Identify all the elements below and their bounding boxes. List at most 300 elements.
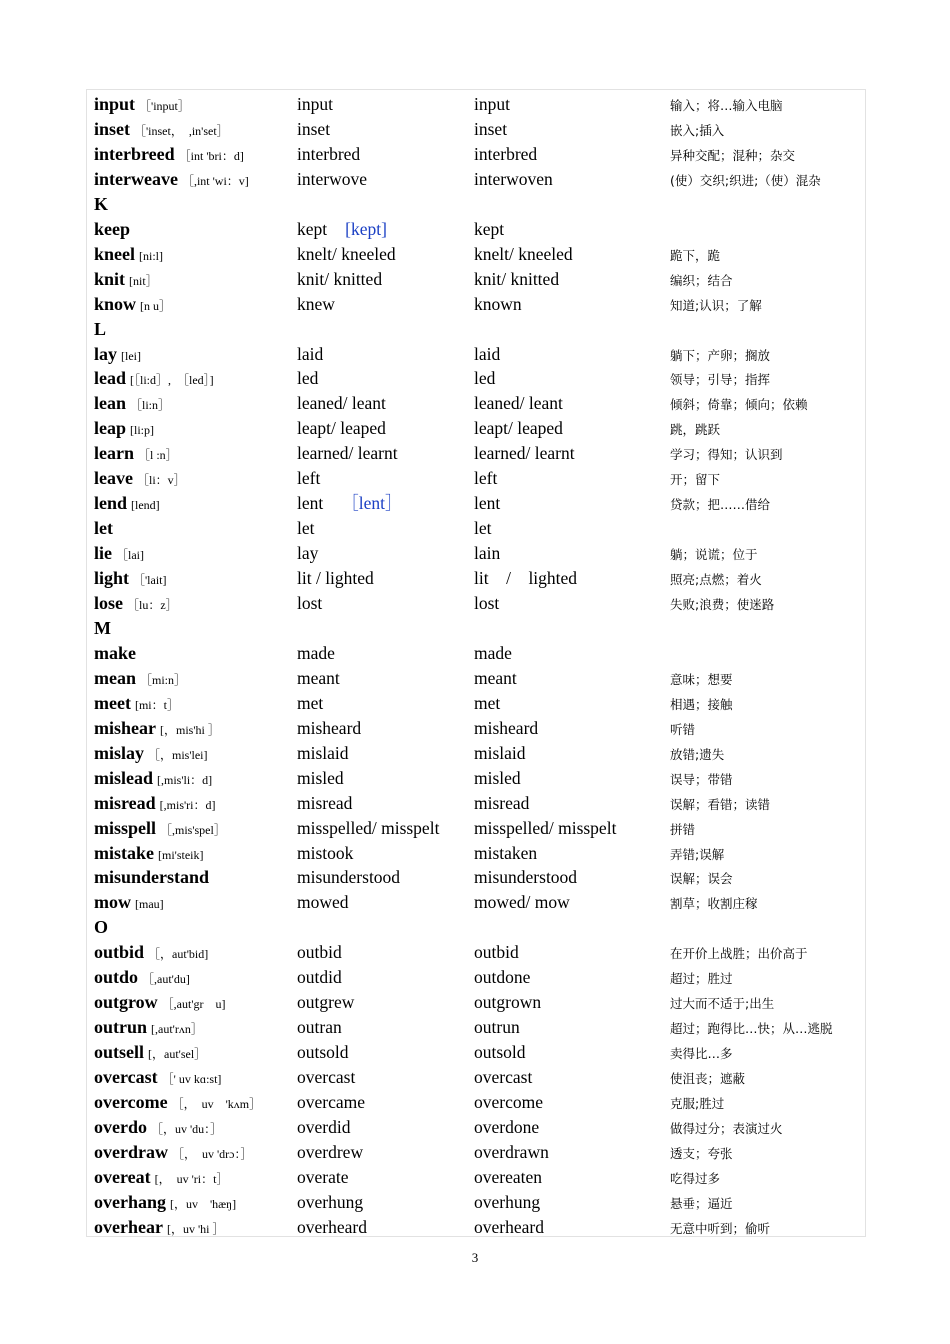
table-row: [87, 242, 867, 267]
phonetic: [nit］: [129, 273, 158, 288]
word-text: let: [94, 518, 113, 539]
past-tense: [297, 691, 341, 715]
phonetic: ［'inset， ,in'set］: [134, 123, 229, 138]
word-text: overdraw: [94, 1141, 168, 1162]
past-text: inset: [297, 118, 331, 139]
meaning: 透支；夸张: [670, 1145, 733, 1161]
phonetic: [,aut'rʌn］: [151, 1022, 203, 1037]
meaning: 意味；想要: [670, 671, 733, 687]
word-text: know: [94, 293, 137, 314]
phonetic: ［，aut'bid]: [148, 947, 209, 962]
meaning: 误解；看错；读错: [670, 796, 771, 812]
verb-word: [94, 666, 186, 692]
past-participle: laid: [474, 343, 501, 364]
past-tense: [297, 292, 353, 316]
word-text: outrun: [94, 1017, 148, 1038]
phonetic: [,mis'li：d]: [157, 772, 213, 787]
word-text: leave: [94, 468, 133, 489]
past-participle: interwoven: [474, 168, 553, 189]
past-participle: lit / lighted: [474, 568, 578, 589]
word-text: mow: [94, 892, 131, 913]
table-row: [87, 1065, 867, 1090]
meaning: 领导；引导；指挥: [670, 372, 771, 388]
verb-word: [94, 1115, 222, 1141]
past-tense: [297, 92, 351, 116]
past-text: laid: [297, 343, 324, 364]
verb-word: [94, 342, 141, 368]
verb-word: [94, 591, 178, 617]
past-participle: led: [474, 368, 496, 389]
past-text: led: [297, 368, 319, 389]
phonetic: [mau]: [135, 897, 164, 912]
verb-word: [94, 1015, 203, 1041]
meaning: 异种交配；混种；杂交: [670, 147, 796, 163]
phonetic: ［' uv kɑ:st]: [161, 1072, 222, 1087]
phonetic: ［'input］: [139, 99, 190, 113]
past-text: overheard: [297, 1216, 367, 1237]
meaning: 听错: [670, 721, 696, 737]
table-row: [87, 816, 867, 841]
phonetic: ［， uv 'drɔ：］: [171, 1146, 253, 1161]
past-note: ［lent］: [341, 493, 403, 514]
word-text: outsell: [94, 1042, 145, 1063]
table-row: [87, 990, 867, 1015]
meaning: 无意中听到；偷听: [670, 1220, 771, 1236]
past-tense: [297, 591, 340, 615]
past-note: [kept]: [345, 218, 387, 239]
word-text: lend: [94, 493, 128, 514]
word-text: mislead: [94, 767, 154, 788]
verb-word: [94, 1040, 206, 1066]
past-tense: [297, 741, 367, 765]
meaning: 割草；收割庄稼: [670, 896, 758, 912]
word-text: overcome: [94, 1092, 168, 1112]
past-tense: [297, 990, 372, 1014]
table-row: [87, 915, 867, 940]
past-tense: [297, 267, 400, 291]
table-row: [87, 591, 867, 616]
meaning: 做得过分；表演过火: [670, 1120, 783, 1136]
past-text: outsold: [297, 1042, 349, 1063]
past-tense: [297, 416, 404, 440]
past-participle: knit/ knitted: [474, 268, 560, 289]
past-tense: [297, 890, 367, 914]
past-text: input: [297, 94, 333, 114]
table-row: [87, 1165, 867, 1190]
table-row: [87, 416, 867, 441]
past-tense: [297, 1190, 381, 1214]
past-text: overate: [297, 1166, 349, 1187]
phonetic: ［，mis'lei]: [148, 747, 208, 762]
meaning: 失败;浪费；使迷路: [670, 597, 775, 612]
past-tense: [297, 940, 360, 964]
meaning: 卖得比…多: [670, 1046, 733, 1062]
verb-word: [94, 217, 134, 243]
past-text: leapt/ leaped: [297, 418, 386, 439]
table-row: [87, 441, 867, 466]
meaning: 放错;遗失: [670, 746, 725, 762]
past-text: outdid: [297, 967, 342, 988]
table-row: [87, 1115, 867, 1140]
past-tense: [297, 491, 403, 515]
meaning: 照亮;点燃；着火: [670, 572, 762, 588]
phonetic: ［li：v］: [136, 473, 186, 488]
verb-table: [86, 89, 866, 1237]
past-tense: [297, 217, 387, 241]
word-text: lead: [94, 368, 127, 389]
phonetic: ［int 'bri：d]: [178, 148, 244, 163]
past-participle: meant: [474, 667, 517, 688]
verb-word: [94, 516, 117, 542]
past-participle: leaned/ leant: [474, 393, 563, 414]
word-text: leap: [94, 418, 127, 439]
past-participle: misread: [474, 792, 530, 813]
table-row: [87, 666, 867, 691]
past-tense: [297, 117, 348, 141]
verb-word: [94, 1215, 224, 1241]
past-text: lay: [297, 543, 319, 564]
word-text: misunderstand: [94, 867, 210, 888]
meaning: 输入；将…输入电脑: [670, 98, 783, 113]
meaning: 误导；带错: [670, 771, 733, 787]
verb-word: [94, 92, 190, 118]
past-tense: [297, 516, 333, 540]
table-row: [87, 366, 867, 391]
word-text: lose: [94, 593, 123, 613]
word-text: overhear: [94, 1216, 163, 1237]
word-text: knit: [94, 268, 126, 289]
table-row: [87, 616, 867, 641]
past-participle: lent: [474, 493, 501, 514]
past-tense: [297, 391, 404, 415]
table-row: [87, 965, 867, 990]
phonetic: [，aut'sel］: [148, 1047, 207, 1062]
word-text: mean: [94, 667, 136, 688]
phonetic: [lend]: [131, 498, 160, 513]
past-text: misheard: [297, 717, 362, 738]
phonetic: ［li:n］: [130, 398, 171, 413]
past-tense: [297, 1040, 367, 1064]
past-tense: [297, 666, 358, 690]
phonetic: ［lai]: [116, 548, 144, 563]
table-row: [87, 391, 867, 416]
word-text: keep: [94, 218, 130, 239]
verb-word: [94, 416, 154, 442]
past-text: outgrew: [297, 992, 355, 1013]
phonetic: [，uv 'hi ］: [166, 1221, 225, 1236]
word-text: make: [94, 642, 136, 663]
past-participle: met: [474, 692, 501, 713]
past-participle: knelt/ kneeled: [474, 243, 573, 264]
past-tense: [297, 192, 315, 216]
meaning: 跪下，跪: [670, 247, 721, 263]
word-text: K: [94, 193, 109, 214]
phonetic: [，uv 'hæŋ]: [170, 1196, 237, 1211]
past-participle: mislaid: [474, 742, 526, 763]
verb-word: [94, 117, 229, 143]
meaning: (使）交织;织进;（使）混杂: [670, 172, 821, 188]
past-text: overhung: [297, 1191, 364, 1212]
word-text: lay: [94, 343, 118, 364]
word-text: learn: [94, 443, 134, 464]
table-row: [87, 167, 867, 192]
table-row: [87, 865, 867, 890]
past-participle: misunderstood: [474, 867, 578, 888]
meaning: 相遇；接触: [670, 696, 733, 712]
past-text: made: [297, 642, 335, 663]
word-text: light: [94, 568, 130, 589]
past-tense: [297, 816, 457, 840]
verb-word: [94, 890, 164, 916]
table-row: [87, 466, 867, 491]
past-text: mislaid: [297, 742, 349, 763]
phonetic: ［,int 'wi：v]: [181, 173, 249, 188]
past-tense: [297, 441, 416, 465]
past-tense: [297, 616, 315, 640]
past-tense: [297, 466, 338, 490]
past-participle: overhung: [474, 1191, 541, 1212]
past-text: leaned/ leant: [297, 393, 386, 414]
word-text: mistake: [94, 842, 154, 863]
past-participle: mistaken: [474, 842, 538, 863]
past-tense: [297, 766, 362, 790]
meaning: 超过；胜过: [670, 971, 733, 987]
past-participle: known: [474, 293, 522, 314]
past-text: overdid: [297, 1116, 351, 1137]
word-text: interbreed: [94, 143, 175, 164]
meaning: 开；留下: [670, 472, 721, 488]
past-participle: lost: [474, 593, 500, 613]
word-text: mishear: [94, 717, 156, 738]
past-tense: [297, 541, 336, 565]
phonetic: [mi：t］: [134, 697, 179, 712]
past-tense: [297, 716, 379, 740]
meaning: 吃得过多: [670, 1170, 721, 1186]
phonetic: ［，uv 'du：］: [151, 1121, 223, 1136]
word-text: overcast: [94, 1067, 158, 1088]
past-participle: let: [474, 518, 492, 539]
verb-word: [94, 317, 110, 343]
meaning: 知道;认识；了解: [670, 297, 762, 313]
phonetic: [，mis'hi ］: [160, 722, 220, 737]
meaning: 学习；得知；认识到: [670, 447, 783, 463]
meaning: 克服;胜过: [670, 1096, 725, 1111]
past-tense: [297, 1015, 360, 1039]
past-tense: [297, 791, 370, 815]
past-text: knelt/ kneeled: [297, 243, 396, 264]
table-row: [87, 192, 867, 217]
word-text: meet: [94, 692, 131, 713]
past-tense: [297, 242, 414, 266]
table-row: [87, 791, 867, 816]
word-text: lie: [94, 543, 112, 564]
verb-word: [94, 466, 186, 492]
past-tense: [297, 342, 341, 366]
table-row: [87, 641, 867, 666]
table-row: [87, 292, 867, 317]
verb-word: [94, 766, 212, 792]
word-text: outbid: [94, 942, 145, 963]
word-text: input: [94, 94, 136, 114]
phonetic: [lei]: [121, 348, 142, 363]
past-participle: input: [474, 94, 510, 114]
word-text: kneel: [94, 243, 136, 264]
table-row: [87, 1190, 867, 1215]
past-tense: [297, 641, 353, 665]
table-row: [87, 1015, 867, 1040]
meaning: 过大而不适于;出生: [670, 996, 775, 1012]
meaning: 在开价上战胜；出价高于: [670, 946, 808, 962]
phonetic: ［'lait]: [133, 573, 167, 588]
verb-word: [94, 541, 144, 567]
past-text: overdrew: [297, 1141, 364, 1162]
meaning: 编织；结合: [670, 272, 733, 288]
verb-word: [94, 1065, 221, 1091]
word-text: inset: [94, 118, 130, 139]
verb-word: [94, 192, 112, 218]
past-participle: kept: [474, 218, 505, 239]
past-text: let: [297, 518, 315, 539]
meaning: 超过；跑得比…快；从…逃脱: [670, 1021, 833, 1037]
meaning: 贷款；把……借给: [670, 497, 771, 513]
verb-word: [94, 366, 214, 392]
phonetic: ［,aut'gr u]: [161, 997, 226, 1012]
past-text: knew: [297, 293, 335, 314]
table-row: [87, 741, 867, 766]
past-participle: mowed/ mow: [474, 892, 570, 913]
meaning: 使沮丧；遮蔽: [670, 1071, 746, 1087]
phonetic: [n u］: [140, 298, 172, 313]
table-row: [87, 1140, 867, 1165]
word-text: overdo: [94, 1116, 147, 1137]
past-tense: [297, 167, 385, 191]
table-row: [87, 117, 867, 142]
phonetic: [mi'steik]: [158, 847, 204, 862]
phonetic: ［mi:n］: [140, 672, 187, 687]
past-tense: [297, 1090, 383, 1114]
table-row: [87, 516, 867, 541]
past-tense: [297, 841, 371, 865]
table-row: [87, 267, 867, 292]
verb-word: [94, 167, 249, 193]
past-text: meant: [297, 667, 340, 688]
table-row: [87, 342, 867, 367]
word-text: L: [94, 318, 107, 339]
word-text: misread: [94, 792, 156, 813]
meaning: 弄错;误解: [670, 846, 725, 862]
verb-word: [94, 641, 140, 667]
verb-word: [94, 267, 158, 293]
past-tense: [297, 1065, 373, 1089]
table-row: [87, 766, 867, 791]
table-row: [87, 1040, 867, 1065]
past-text: misled: [297, 767, 344, 788]
past-participle: outdone: [474, 967, 531, 988]
past-participle: lain: [474, 543, 501, 564]
word-text: overhang: [94, 1191, 166, 1212]
past-participle: overheard: [474, 1216, 544, 1237]
meaning: 倾斜；倚靠；倾向；依赖: [670, 397, 808, 413]
phonetic: [， uv 'ri：t］: [154, 1171, 229, 1186]
past-participle: overdone: [474, 1116, 540, 1137]
past-text: lent: [297, 493, 324, 514]
past-participle: overdrawn: [474, 1141, 549, 1162]
meaning: 误解；误会: [670, 871, 733, 887]
table-row: [87, 716, 867, 741]
table-row: [87, 566, 867, 591]
past-participle: left: [474, 468, 498, 489]
past-text: misunderstood: [297, 867, 401, 888]
verb-word: [94, 965, 190, 991]
phonetic: ［,aut'du]: [142, 972, 190, 987]
past-participle: outbid: [474, 942, 519, 963]
meaning: 嵌入;插入: [670, 122, 725, 138]
word-text: outdo: [94, 967, 139, 988]
past-tense: [297, 1115, 368, 1139]
past-participle: overcome: [474, 1092, 543, 1112]
past-participle: misspelled/ misspelt: [474, 817, 617, 838]
past-participle: outsold: [474, 1042, 526, 1063]
past-tense: [297, 1165, 367, 1189]
past-text: overcame: [297, 1092, 366, 1112]
past-tense: [297, 142, 378, 166]
table-row: [87, 491, 867, 516]
verb-word: [94, 1190, 236, 1216]
past-participle: misled: [474, 767, 521, 788]
verb-word: [94, 391, 170, 417]
past-text: mistook: [297, 842, 354, 863]
past-tense: [297, 366, 336, 390]
past-participle: inset: [474, 118, 508, 139]
word-text: misspell: [94, 817, 157, 838]
verb-word: [94, 865, 213, 891]
past-text: lit / lighted: [297, 568, 374, 589]
past-text: learned/ learnt: [297, 443, 398, 464]
past-participle: learned/ learnt: [474, 443, 575, 464]
word-text: mislay: [94, 742, 145, 763]
phonetic: [［li:d］, ［led］]: [130, 373, 214, 388]
past-participle: made: [474, 642, 512, 663]
verb-word: [94, 940, 208, 966]
past-tense: [297, 1215, 385, 1239]
verb-word: [94, 691, 179, 717]
verb-word: [94, 242, 163, 268]
past-participle: outgrown: [474, 992, 542, 1013]
verb-word: [94, 566, 167, 592]
verb-word: [94, 716, 220, 742]
verb-word: [94, 292, 171, 318]
table-row: [87, 317, 867, 342]
phonetic: ［l :n］: [138, 448, 178, 463]
past-tense: [297, 965, 360, 989]
verb-word: [94, 1140, 252, 1166]
word-text: outgrow: [94, 992, 158, 1013]
verb-word: [94, 841, 204, 867]
past-text: outbid: [297, 942, 342, 963]
word-text: interweave: [94, 168, 178, 189]
verb-word: [94, 1090, 261, 1116]
word-text: O: [94, 917, 109, 938]
phonetic: ［,mis'spel］: [160, 822, 226, 837]
past-participle: leapt/ leaped: [474, 418, 563, 439]
table-row: [87, 890, 867, 915]
past-tense: [297, 566, 392, 590]
verb-word: [94, 142, 244, 168]
meaning: 躺下；产卵；搁放: [670, 347, 771, 363]
verb-word: [94, 915, 112, 941]
table-row: [87, 142, 867, 167]
verb-word: [94, 816, 226, 842]
